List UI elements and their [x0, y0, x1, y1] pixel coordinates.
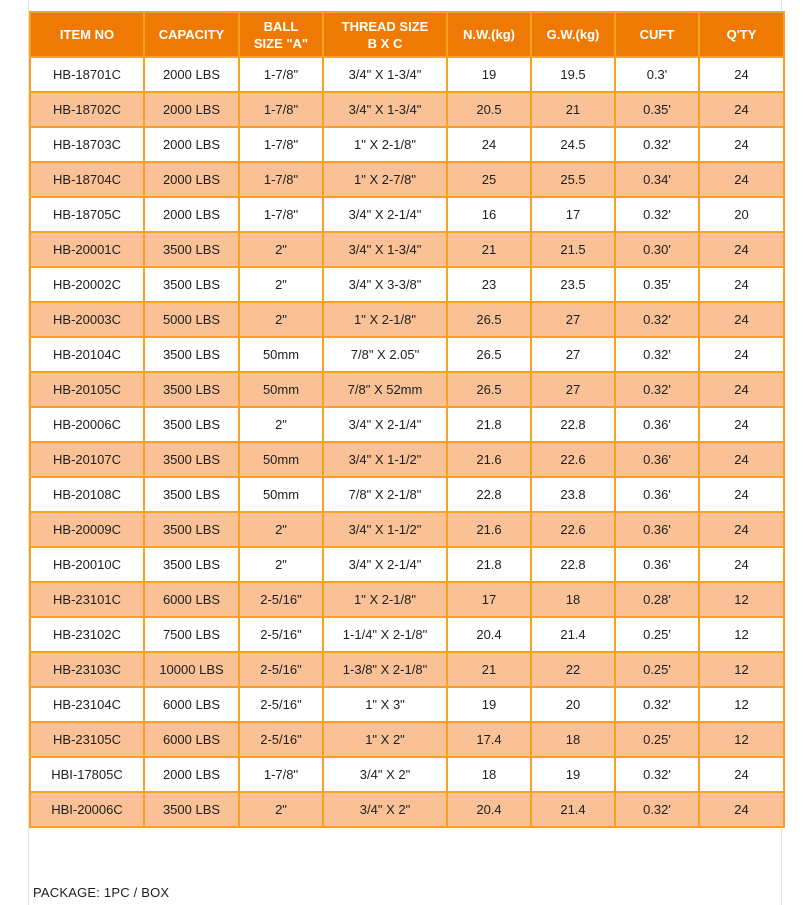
- cell-cuft: 0.36': [615, 547, 699, 582]
- cell-ball-size: 2-5/16": [239, 652, 323, 687]
- header-label-line2: SIZE "A": [253, 35, 309, 51]
- cell-gross-weight: 21.4: [531, 792, 615, 827]
- cell-thread-size: 1" X 2-7/8": [323, 162, 447, 197]
- cell-quantity: 12: [699, 617, 784, 652]
- table-row: [30, 232, 784, 267]
- cell-item-no: HB-23101C: [30, 582, 144, 617]
- header-quantity: [699, 12, 784, 57]
- header-label: ITEM NO: [59, 27, 115, 42]
- table-row: [30, 372, 784, 407]
- cell-cuft: 0.32': [615, 792, 699, 827]
- cell-capacity: 6000 LBS: [144, 687, 239, 722]
- cell-net-weight: 17: [447, 582, 531, 617]
- cell-ball-size: 50mm: [239, 442, 323, 477]
- cell-net-weight: 16: [447, 197, 531, 232]
- cell-item-no: HB-18702C: [30, 92, 144, 127]
- cell-gross-weight: 22.8: [531, 407, 615, 442]
- header-label: G.W.(kg): [546, 27, 600, 42]
- cell-item-no: HB-20001C: [30, 232, 144, 267]
- cell-net-weight: 17.4: [447, 722, 531, 757]
- cell-cuft: 0.36': [615, 512, 699, 547]
- cell-quantity: 12: [699, 582, 784, 617]
- cell-cuft: 0.28': [615, 582, 699, 617]
- cell-cuft: 0.32': [615, 757, 699, 792]
- cell-capacity: 3500 LBS: [144, 337, 239, 372]
- cell-cuft: 0.36': [615, 477, 699, 512]
- cell-capacity: 2000 LBS: [144, 92, 239, 127]
- cell-quantity: 24: [699, 232, 784, 267]
- cell-quantity: 20: [699, 197, 784, 232]
- cell-thread-size: 3/4" X 2-1/4": [323, 547, 447, 582]
- cell-net-weight: 21: [447, 232, 531, 267]
- cell-ball-size: 2": [239, 512, 323, 547]
- cell-ball-size: 1-7/8": [239, 162, 323, 197]
- cell-gross-weight: 17: [531, 197, 615, 232]
- cell-capacity: 3500 LBS: [144, 232, 239, 267]
- cell-ball-size: 2-5/16": [239, 687, 323, 722]
- cell-cuft: 0.35': [615, 267, 699, 302]
- cell-gross-weight: 21: [531, 92, 615, 127]
- cell-net-weight: 25: [447, 162, 531, 197]
- cell-gross-weight: 19.5: [531, 57, 615, 92]
- cell-cuft: 0.32': [615, 687, 699, 722]
- cell-ball-size: 2-5/16": [239, 722, 323, 757]
- cell-net-weight: 20.4: [447, 617, 531, 652]
- cell-item-no: HB-23105C: [30, 722, 144, 757]
- cell-net-weight: 22.8: [447, 477, 531, 512]
- header-ball-size: [239, 12, 323, 57]
- cell-thread-size: 1" X 2-1/8": [323, 127, 447, 162]
- cell-capacity: 2000 LBS: [144, 757, 239, 792]
- cell-gross-weight: 18: [531, 582, 615, 617]
- cell-cuft: 0.32': [615, 337, 699, 372]
- cell-thread-size: 3/4" X 1-3/4": [323, 92, 447, 127]
- cell-cuft: 0.30': [615, 232, 699, 267]
- cell-capacity: 3500 LBS: [144, 512, 239, 547]
- cell-ball-size: 2-5/16": [239, 582, 323, 617]
- cell-ball-size: 2": [239, 792, 323, 827]
- cell-quantity: 12: [699, 722, 784, 757]
- cell-net-weight: 19: [447, 57, 531, 92]
- header-thread-size: [323, 12, 447, 57]
- header-gross-weight: [531, 12, 615, 57]
- table-row: [30, 792, 784, 827]
- cell-thread-size: 3/4" X 1-1/2": [323, 442, 447, 477]
- cell-net-weight: 26.5: [447, 337, 531, 372]
- cell-capacity: 2000 LBS: [144, 162, 239, 197]
- cell-thread-size: 1-3/8" X 2-1/8": [323, 652, 447, 687]
- cell-cuft: 0.32': [615, 372, 699, 407]
- cell-ball-size: 2": [239, 232, 323, 267]
- table-row: [30, 547, 784, 582]
- cell-thread-size: 3/4" X 1-3/4": [323, 57, 447, 92]
- cell-item-no: HB-18701C: [30, 57, 144, 92]
- cell-gross-weight: 22: [531, 652, 615, 687]
- header-label: THREAD SIZE: [341, 18, 429, 34]
- cell-item-no: HB-18705C: [30, 197, 144, 232]
- table-row: [30, 92, 784, 127]
- cell-quantity: 24: [699, 407, 784, 442]
- cell-gross-weight: 27: [531, 302, 615, 337]
- cell-thread-size: 1-1/4" X 2-1/8": [323, 617, 447, 652]
- header-label: N.W.(kg): [463, 27, 515, 42]
- cell-net-weight: 23: [447, 267, 531, 302]
- cell-capacity: 10000 LBS: [144, 652, 239, 687]
- header-label-line2: B X C: [367, 35, 403, 51]
- cell-ball-size: 1-7/8": [239, 757, 323, 792]
- header-item-no: [30, 12, 144, 57]
- cell-thread-size: 3/4" X 2": [323, 792, 447, 827]
- cell-gross-weight: 27: [531, 337, 615, 372]
- header-cuft: [615, 12, 699, 57]
- cell-capacity: 3500 LBS: [144, 792, 239, 827]
- cell-item-no: HB-20108C: [30, 477, 144, 512]
- cell-quantity: 24: [699, 162, 784, 197]
- cell-thread-size: 1" X 3": [323, 687, 447, 722]
- cell-gross-weight: 21.4: [531, 617, 615, 652]
- cell-capacity: 3500 LBS: [144, 267, 239, 302]
- table-row: [30, 162, 784, 197]
- spec-table: [29, 11, 785, 828]
- cell-thread-size: 7/8" X 2.05": [323, 337, 447, 372]
- cell-net-weight: 21.6: [447, 442, 531, 477]
- header-label: Q'TY: [726, 27, 757, 42]
- cell-capacity: 2000 LBS: [144, 57, 239, 92]
- cell-quantity: 24: [699, 547, 784, 582]
- cell-cuft: 0.32': [615, 302, 699, 337]
- cell-ball-size: 2-5/16": [239, 617, 323, 652]
- cell-item-no: HB-20010C: [30, 547, 144, 582]
- cell-gross-weight: 21.5: [531, 232, 615, 267]
- cell-capacity: 6000 LBS: [144, 722, 239, 757]
- cell-thread-size: 3/4" X 3-3/8": [323, 267, 447, 302]
- cell-thread-size: 7/8" X 2-1/8": [323, 477, 447, 512]
- cell-thread-size: 3/4" X 2-1/4": [323, 407, 447, 442]
- table-body: [30, 57, 784, 827]
- cell-thread-size: 1" X 2": [323, 722, 447, 757]
- cell-item-no: HB-20009C: [30, 512, 144, 547]
- header-label: CUFT: [639, 27, 675, 42]
- cell-item-no: HB-20003C: [30, 302, 144, 337]
- cell-quantity: 24: [699, 57, 784, 92]
- cell-quantity: 24: [699, 127, 784, 162]
- cell-capacity: 3500 LBS: [144, 477, 239, 512]
- cell-cuft: 0.32': [615, 197, 699, 232]
- table-row: [30, 687, 784, 722]
- table-row: [30, 582, 784, 617]
- cell-gross-weight: 22.8: [531, 547, 615, 582]
- table-row: [30, 57, 784, 92]
- cell-net-weight: 20.4: [447, 792, 531, 827]
- cell-gross-weight: 27: [531, 372, 615, 407]
- cell-gross-weight: 19: [531, 757, 615, 792]
- cell-net-weight: 18: [447, 757, 531, 792]
- cell-net-weight: 19: [447, 687, 531, 722]
- cell-gross-weight: 25.5: [531, 162, 615, 197]
- package-note: PACKAGE: 1PC / BOX: [33, 885, 170, 900]
- cell-quantity: 24: [699, 337, 784, 372]
- cell-quantity: 24: [699, 302, 784, 337]
- cell-thread-size: 3/4" X 1-3/4": [323, 232, 447, 267]
- cell-item-no: HB-18704C: [30, 162, 144, 197]
- cell-item-no: HB-20002C: [30, 267, 144, 302]
- cell-gross-weight: 22.6: [531, 512, 615, 547]
- table-row: [30, 197, 784, 232]
- cell-cuft: 0.3': [615, 57, 699, 92]
- cell-item-no: HB-20105C: [30, 372, 144, 407]
- cell-quantity: 24: [699, 372, 784, 407]
- cell-net-weight: 21.6: [447, 512, 531, 547]
- cell-ball-size: 2": [239, 547, 323, 582]
- cell-ball-size: 50mm: [239, 337, 323, 372]
- header-label: CAPACITY: [158, 27, 225, 42]
- table-row: [30, 652, 784, 687]
- cell-capacity: 3500 LBS: [144, 407, 239, 442]
- header-capacity: [144, 12, 239, 57]
- table-header: [30, 12, 784, 57]
- header-row: [30, 12, 784, 57]
- cell-thread-size: 1" X 2-1/8": [323, 302, 447, 337]
- cell-cuft: 0.32': [615, 127, 699, 162]
- table-row: [30, 127, 784, 162]
- cell-item-no: HB-23103C: [30, 652, 144, 687]
- cell-cuft: 0.36': [615, 407, 699, 442]
- table-row: [30, 302, 784, 337]
- cell-net-weight: 20.5: [447, 92, 531, 127]
- cell-item-no: HB-20104C: [30, 337, 144, 372]
- cell-item-no: HB-20107C: [30, 442, 144, 477]
- cell-ball-size: 1-7/8": [239, 92, 323, 127]
- cell-thread-size: 3/4" X 2-1/4": [323, 197, 447, 232]
- cell-quantity: 12: [699, 652, 784, 687]
- cell-gross-weight: 18: [531, 722, 615, 757]
- table-row: [30, 722, 784, 757]
- table-row: [30, 442, 784, 477]
- cell-quantity: 24: [699, 792, 784, 827]
- cell-quantity: 24: [699, 442, 784, 477]
- cell-thread-size: 3/4" X 1-1/2": [323, 512, 447, 547]
- cell-gross-weight: 23.8: [531, 477, 615, 512]
- cell-thread-size: 1" X 2-1/8": [323, 582, 447, 617]
- table-row: [30, 617, 784, 652]
- cell-gross-weight: 23.5: [531, 267, 615, 302]
- cell-item-no: HBI-20006C: [30, 792, 144, 827]
- table-row: [30, 407, 784, 442]
- cell-item-no: HB-23104C: [30, 687, 144, 722]
- cell-capacity: 2000 LBS: [144, 127, 239, 162]
- cell-quantity: 24: [699, 267, 784, 302]
- cell-quantity: 12: [699, 687, 784, 722]
- cell-cuft: 0.25': [615, 652, 699, 687]
- cell-cuft: 0.36': [615, 442, 699, 477]
- header-net-weight: [447, 12, 531, 57]
- cell-gross-weight: 24.5: [531, 127, 615, 162]
- cell-net-weight: 26.5: [447, 302, 531, 337]
- cell-item-no: HB-18703C: [30, 127, 144, 162]
- cell-capacity: 2000 LBS: [144, 197, 239, 232]
- cell-capacity: 6000 LBS: [144, 582, 239, 617]
- cell-capacity: 7500 LBS: [144, 617, 239, 652]
- cell-ball-size: 1-7/8": [239, 57, 323, 92]
- table-row: [30, 267, 784, 302]
- cell-ball-size: 2": [239, 407, 323, 442]
- cell-ball-size: 1-7/8": [239, 197, 323, 232]
- cell-cuft: 0.34': [615, 162, 699, 197]
- cell-cuft: 0.25': [615, 617, 699, 652]
- cell-capacity: 3500 LBS: [144, 442, 239, 477]
- table-row: [30, 337, 784, 372]
- table-row: [30, 757, 784, 792]
- cell-net-weight: 21: [447, 652, 531, 687]
- cell-net-weight: 26.5: [447, 372, 531, 407]
- cell-item-no: HB-20006C: [30, 407, 144, 442]
- cell-ball-size: 1-7/8": [239, 127, 323, 162]
- cell-quantity: 24: [699, 477, 784, 512]
- cell-thread-size: 7/8" X 52mm: [323, 372, 447, 407]
- cell-ball-size: 2": [239, 267, 323, 302]
- cell-capacity: 5000 LBS: [144, 302, 239, 337]
- cell-gross-weight: 22.6: [531, 442, 615, 477]
- cell-quantity: 24: [699, 92, 784, 127]
- cell-item-no: HBI-17805C: [30, 757, 144, 792]
- cell-quantity: 24: [699, 757, 784, 792]
- cell-net-weight: 24: [447, 127, 531, 162]
- cell-item-no: HB-23102C: [30, 617, 144, 652]
- cell-gross-weight: 20: [531, 687, 615, 722]
- table-row: [30, 477, 784, 512]
- cell-net-weight: 21.8: [447, 407, 531, 442]
- cell-cuft: 0.35': [615, 92, 699, 127]
- table-row: [30, 512, 784, 547]
- cell-capacity: 3500 LBS: [144, 372, 239, 407]
- cell-ball-size: 2": [239, 302, 323, 337]
- header-label: BALL: [263, 18, 299, 34]
- cell-ball-size: 50mm: [239, 477, 323, 512]
- cell-thread-size: 3/4" X 2": [323, 757, 447, 792]
- cell-ball-size: 50mm: [239, 372, 323, 407]
- cell-net-weight: 21.8: [447, 547, 531, 582]
- cell-cuft: 0.25': [615, 722, 699, 757]
- cell-quantity: 24: [699, 512, 784, 547]
- cell-capacity: 3500 LBS: [144, 547, 239, 582]
